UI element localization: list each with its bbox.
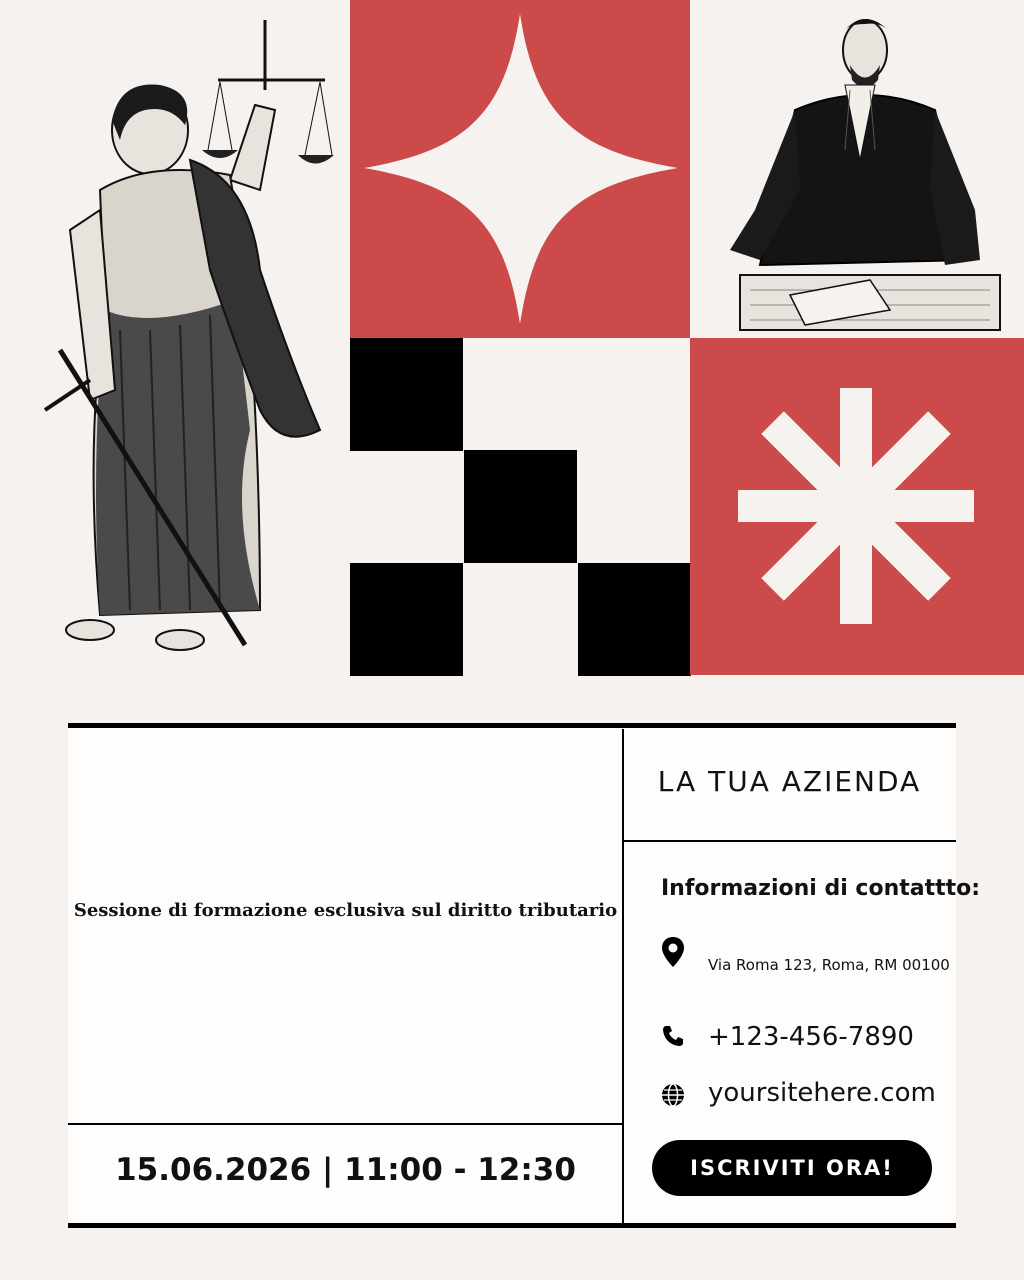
asterisk-icon (690, 338, 1024, 675)
checker-square (578, 563, 691, 676)
card-divider-horizontal (623, 840, 956, 842)
phone-text: +123-456-7890 (708, 1022, 914, 1052)
checker-square (350, 338, 463, 451)
location-pin-icon (660, 936, 686, 966)
event-date-time: 15.06.2026 | 11:00 - 12:30 (115, 1152, 576, 1188)
company-name: LA TUA AZIENDA (657, 765, 922, 798)
contact-heading: Informazioni di contattto: (661, 876, 981, 901)
checker-square (350, 563, 463, 676)
register-button[interactable]: ISCRIVITI ORA! (652, 1140, 932, 1196)
website-link[interactable]: yoursitehere.com (708, 1078, 936, 1108)
lady-justice-illustration (30, 10, 340, 670)
red-star-tile (350, 0, 690, 338)
phone-icon (661, 1024, 687, 1054)
card-divider-horizontal (68, 1123, 623, 1125)
checkerboard-pattern (350, 338, 690, 675)
session-title: Sessione di formazione esclusiva sul diritto tributario (73, 900, 618, 921)
four-point-star-icon (350, 0, 690, 338)
address-text: Via Roma 123, Roma, RM 00100 (708, 956, 950, 974)
card-divider-vertical (622, 729, 624, 1223)
red-asterisk-tile (690, 338, 1024, 675)
globe-icon (661, 1083, 687, 1113)
checker-square (464, 450, 577, 563)
judge-illustration (700, 10, 1020, 335)
